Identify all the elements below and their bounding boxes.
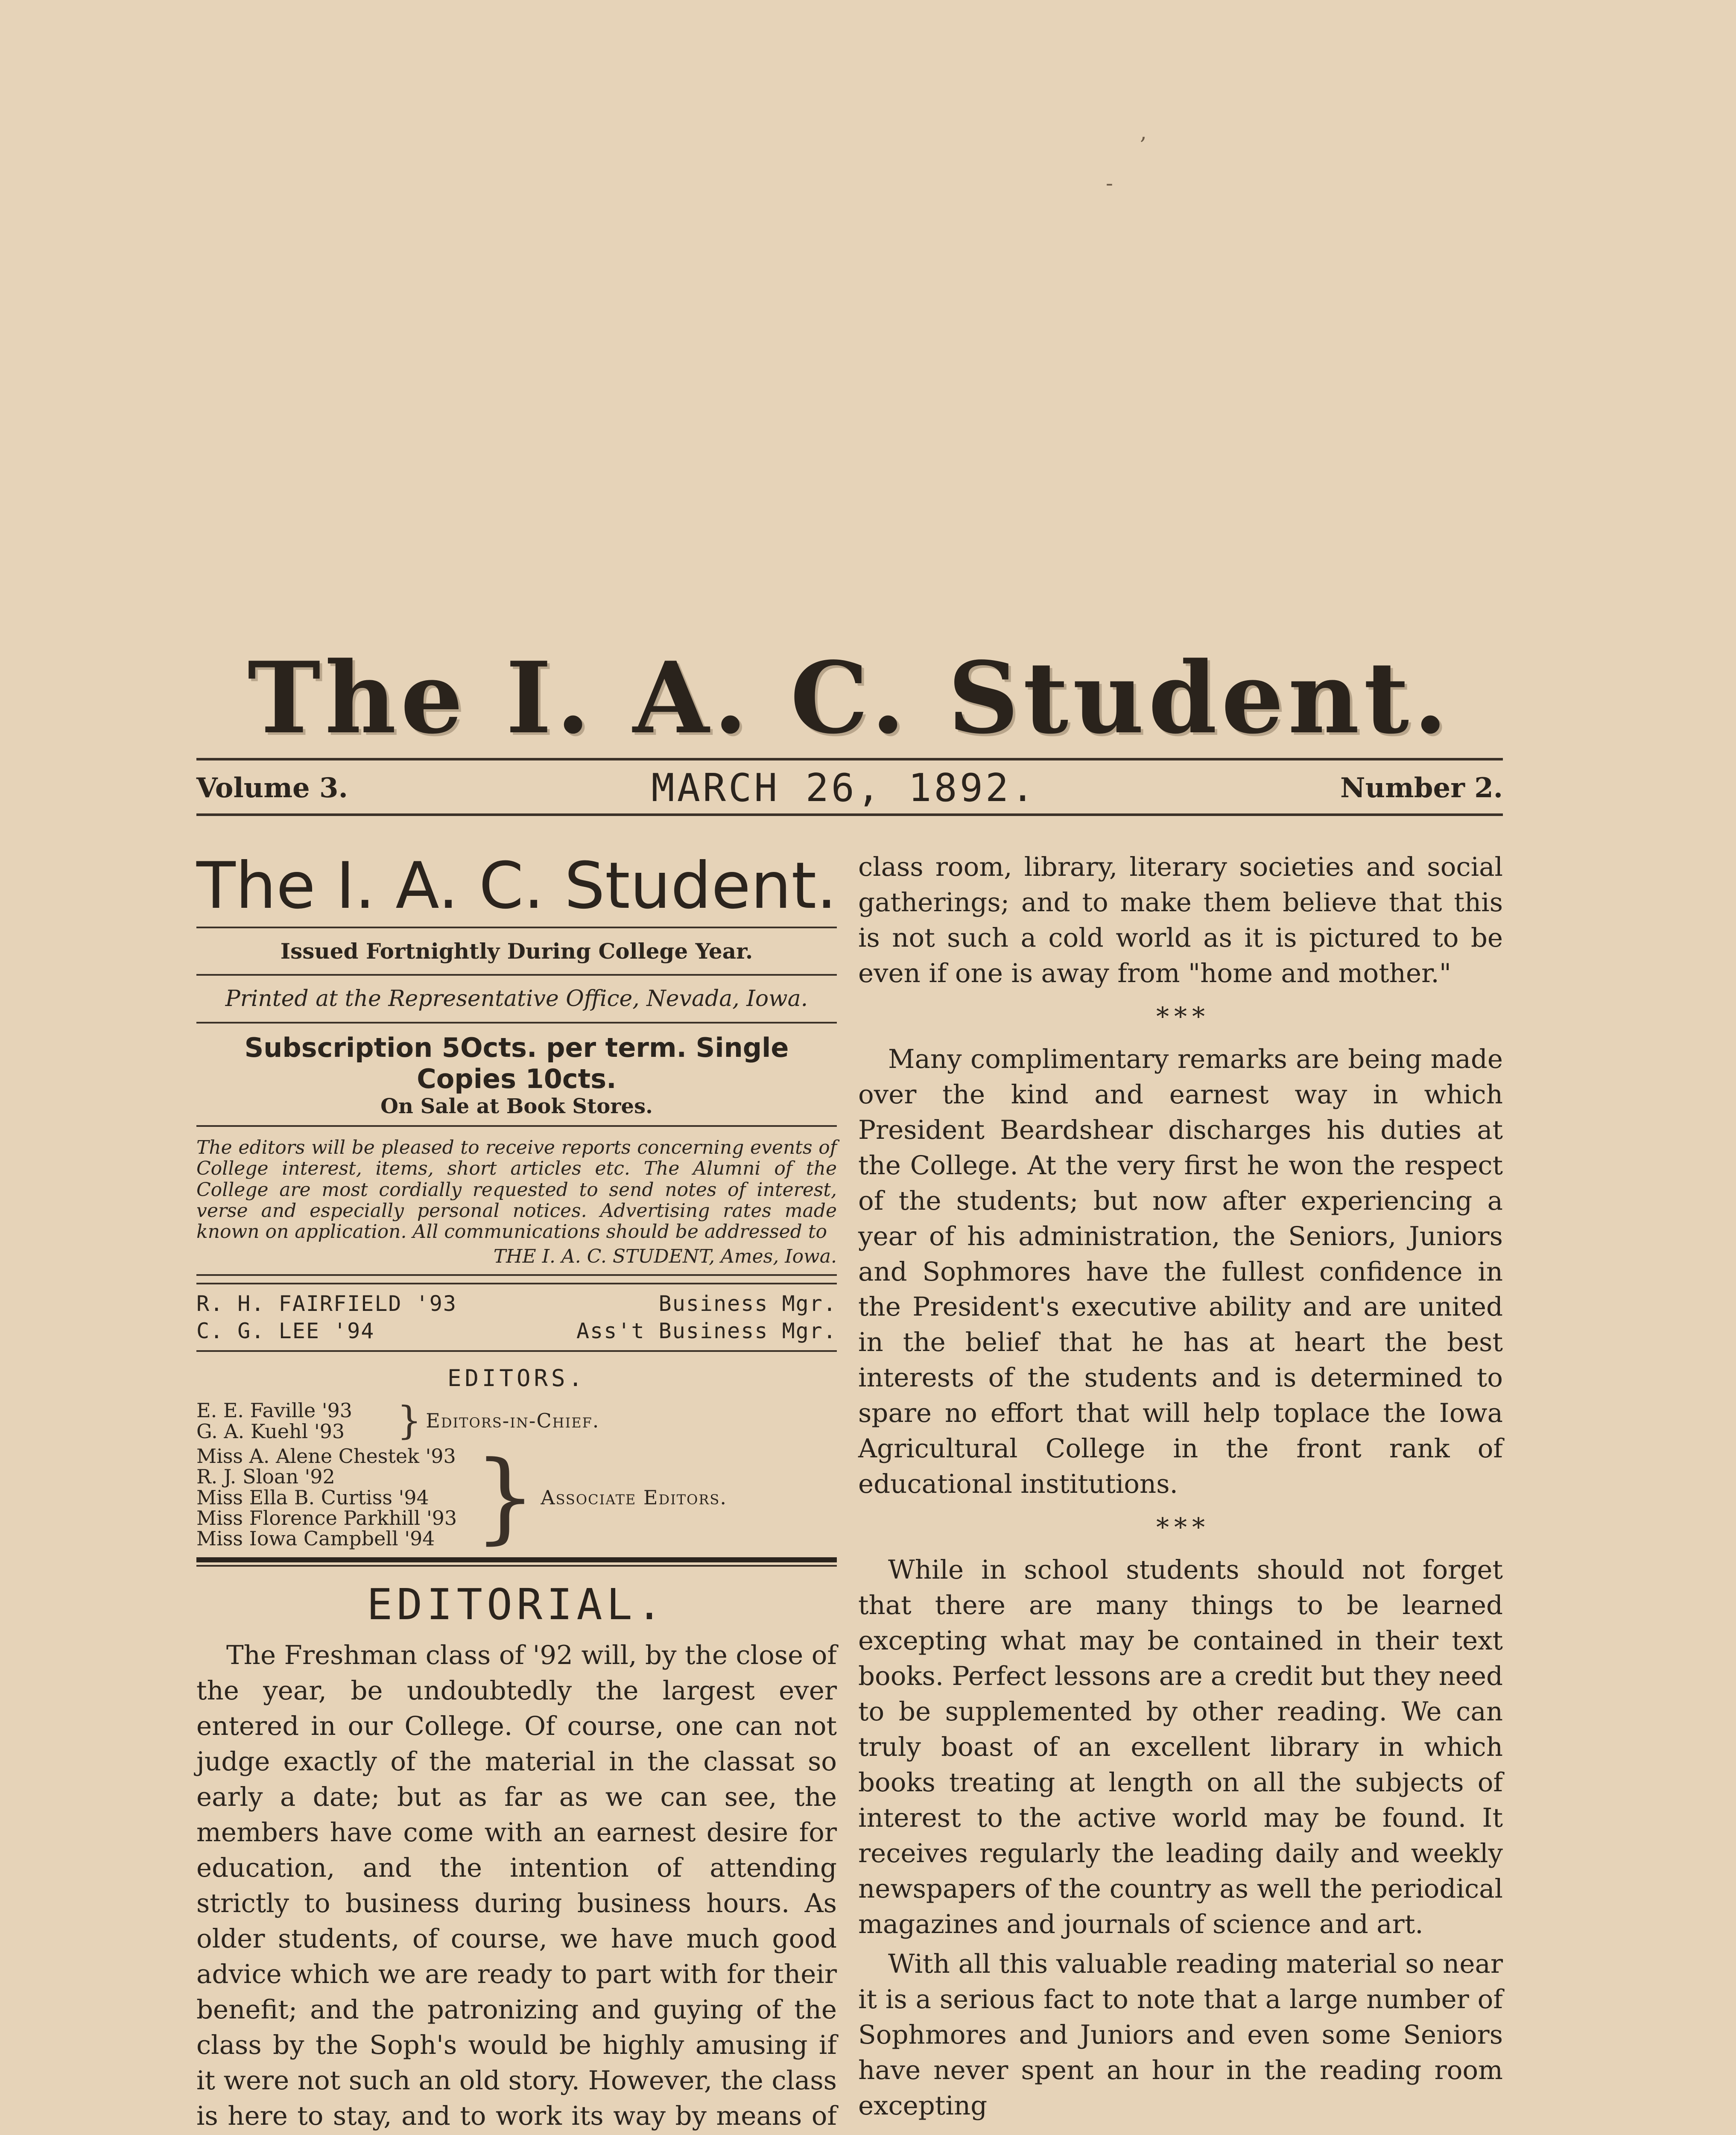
editorial-paragraph: Many complimentary remarks are being made over the kind and earnest way in which President Beardshear discharges his duties at the College. At the very first he won the respect of the students; but now after experiencing a year of his administration, the Seniors, Juniors and Sophmores have the fullest confidence in the President's executive ability and are united in the belief that he has at heart the best interests of the students and is determined to spare no effort that will help toplace the Iowa Agricultural College in the front rank of educational institutions. [858, 1044, 1503, 1500]
masthead-rule-bottom [196, 813, 1503, 816]
editor-name: E. E. Faville '93 [196, 1399, 353, 1422]
divider [196, 974, 837, 976]
editor-name: Miss Florence Parkhill '93 [196, 1506, 457, 1530]
heavy-divider [196, 1557, 837, 1562]
editors-note-address: THE I. A. C. STUDENT, Ames, Iowa. [493, 1246, 837, 1268]
manager-name: R. H. FAIRFIELD '93 [196, 1291, 457, 1316]
editor-name: R. J. Sloan '92 [196, 1465, 335, 1489]
right-column [858, 850, 1503, 2123]
paper-title: The I. A. C. Student. [196, 849, 837, 923]
brace-glyph: } [474, 1440, 537, 1554]
printed-notice: Printed at the Representative Office, Nevada, Iowa. [225, 986, 808, 1012]
editors-heading: EDITORS. [447, 1365, 586, 1392]
editor-name: Miss Ella B. Curtiss '94 [196, 1486, 429, 1509]
ink-speck: - [1106, 171, 1113, 196]
editors-note: The editors will be pleased to receive reports concerning events of College interest, items, short articles etc. The Alumni of the College are most cordially requested to send notes of interest, verse and especially personal notices. Advertising rates made known on application. All communications should be addressed to [196, 1137, 837, 1243]
issue-line [196, 765, 1503, 810]
editorial-paragraph-continued: class room, library, literary societies and social gatherings; and to make them believe that this is not such a cold world as it is pictured to be even if one is away from "home and mother." [858, 852, 1503, 989]
manager-name: C. G. LEE '94 [196, 1319, 375, 1344]
editor-name: Miss A. Alene Chestek '93 [196, 1444, 456, 1468]
divider [196, 927, 837, 928]
editor-name: G. A. Kuehl '93 [196, 1419, 345, 1443]
brace-glyph: } [397, 1398, 422, 1443]
editorial-heading: EDITORIAL. [366, 1579, 667, 1630]
associate-editors-block [196, 1440, 837, 1554]
masthead-rule-top [196, 758, 1503, 760]
editorial-paragraph: The Freshman class of '92 will, by the close of the year, be undoubtedly the largest ever entered in our College. Of course, one can not judge exactly of the material in the classat so early a date; but as far as we can see, the members have come with an earnest desire for education, and the intention of attending strictly to business during business hours. As older students, of course, we have much good advice which we are ready to part with for their benefit; and the patronizing and guying of the class by the Soph's would be highly amusing if it were not such an old story. However, the class is here to stay, and to work its way by means of [196, 1640, 837, 2131]
manager-line [196, 1319, 837, 1343]
issued-notice: Issued Fortnightly During College Year. [280, 939, 753, 964]
volume-label: Volume 3. [196, 772, 348, 804]
divider [196, 1283, 837, 1284]
section-separator: * * * [1156, 1512, 1205, 1543]
section-separator: * * * [1156, 1001, 1205, 1032]
editor-name: Miss Iowa Campbell '94 [196, 1527, 435, 1550]
divider [196, 1125, 837, 1127]
masthead-title: The I. A. C. Student. [247, 640, 1452, 756]
associate-role: Associate Editors. [541, 1486, 727, 1509]
manager-line [196, 1291, 837, 1316]
number-label: Number 2. [1340, 772, 1503, 804]
editorial-paragraph: While in school students should not forget that there are many things to be learned excepting what may be contained in their text books. Perfect lessons are a credit but they need to be supplemented by other reading. We can truly boast of an excellent library in which books treating at length on all the subjects of interest to the active world may be found. It receives regularly the leading daily and weekly newspapers of the country as well the periodical magazines and journals of science and art. [858, 1555, 1503, 1939]
ink-speck: , [1140, 120, 1147, 144]
divider [196, 1274, 837, 1276]
divider [196, 1022, 837, 1024]
chief-editors-list [196, 1400, 393, 1442]
issue-date: MARCH 26, 1892. [651, 765, 1037, 810]
manager-role: Business Mgr. [658, 1291, 837, 1316]
divider [196, 1565, 837, 1567]
associate-editors-list [196, 1446, 470, 1549]
chief-role: Editors-in-Chief. [426, 1409, 600, 1433]
on-sale-notice: On Sale at Book Stores. [380, 1094, 653, 1118]
left-column [196, 850, 837, 2135]
manager-role: Ass't Business Mgr. [576, 1319, 837, 1344]
divider [196, 1350, 837, 1352]
subscription-notice: Subscription 5Octs. per term. Single Copies 10cts. [244, 1032, 789, 1094]
editorial-paragraph: With all this valuable reading material so near it is a serious fact to note that a large number of Sophmores and Juniors and even some Seniors have never spent an hour in the reading room excepting [858, 1948, 1503, 2121]
chief-editors-block [196, 1400, 837, 1442]
